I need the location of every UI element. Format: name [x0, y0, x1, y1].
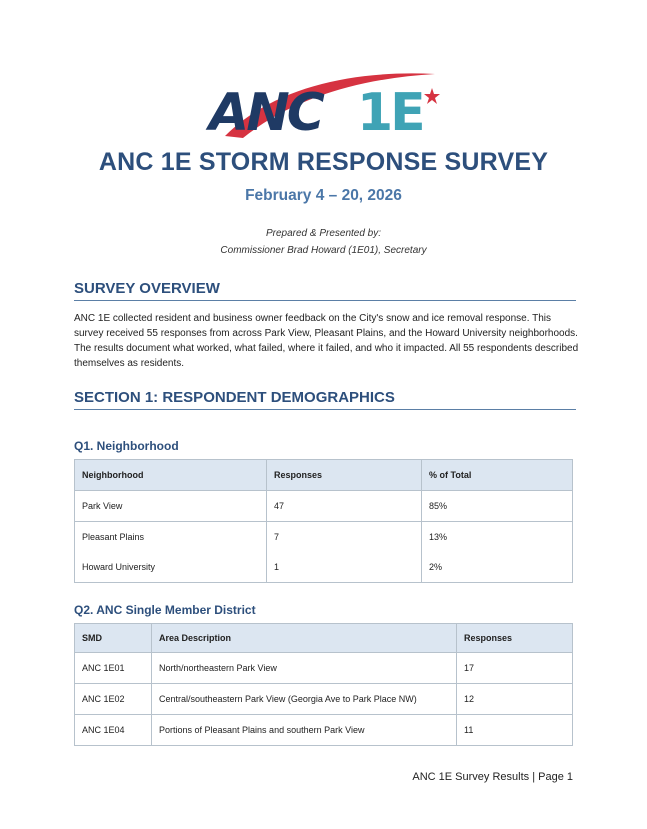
table-row	[75, 684, 573, 715]
table-cell: 47	[267, 491, 422, 522]
overview-paragraph: ANC 1E collected resident and business owner feedback on the City's snow and ice removal response. This survey received 55 responses from across Park View, Pleasant Plains, and the Howard University neighborhoods. The results document what worked, what failed, where it failed, and who it impacted. All 55 respondents described themselves as residents.	[74, 313, 579, 369]
table-cell: Portions of Pleasant Plains and southern Park View	[152, 715, 457, 746]
svg-text:1E: 1E	[357, 83, 423, 140]
table-row	[75, 522, 573, 553]
survey-date-range: February 4 – 20, 2026	[245, 187, 402, 204]
table-header-row	[75, 624, 573, 653]
anc-1e-logo-graphic	[205, 66, 443, 140]
table-cell: 7	[267, 522, 422, 553]
table-cell: 17	[457, 653, 573, 684]
table-cell: North/northeastern Park View	[152, 653, 457, 684]
table-cell: ANC 1E02	[75, 684, 152, 715]
table-header-cell: Responses	[267, 460, 422, 491]
table-row	[75, 491, 573, 522]
table-header-cell: SMD	[75, 624, 152, 653]
table-cell: Park View	[75, 491, 267, 522]
table-cell: 85%	[422, 491, 573, 522]
table-cell: 12	[457, 684, 573, 715]
table-row	[75, 653, 573, 684]
table-row	[75, 552, 573, 583]
prepared-by-name: Commissioner Brad Howard (1E01), Secretary	[220, 245, 427, 256]
table-cell: ANC 1E04	[75, 715, 152, 746]
page-footer: ANC 1E Survey Results | Page 1	[412, 771, 573, 783]
svg-text:ANC: ANC	[209, 83, 322, 140]
smd-table	[74, 623, 573, 746]
q2-heading: Q2. ANC Single Member District	[74, 603, 256, 617]
table-header-cell: Area Description	[152, 624, 457, 653]
q1-heading: Q1. Neighborhood	[74, 439, 179, 453]
table-header-row	[75, 460, 573, 491]
overview-heading: SURVEY OVERVIEW	[74, 280, 576, 301]
page-title: ANC 1E STORM RESPONSE SURVEY	[98, 148, 549, 176]
table-cell: 1	[267, 552, 422, 583]
neighborhood-table	[74, 459, 573, 583]
table-cell: ANC 1E01	[75, 653, 152, 684]
table-header-cell: % of Total	[422, 460, 573, 491]
table-cell: Howard University	[75, 552, 267, 583]
table-cell: 2%	[422, 552, 573, 583]
anc-1e-logo	[205, 66, 443, 140]
section1-heading: SECTION 1: RESPONDENT DEMOGRAPHICS	[74, 389, 576, 410]
table-cell: 11	[457, 715, 573, 746]
prepared-by-label: Prepared & Presented by:	[265, 228, 382, 239]
table-row	[75, 715, 573, 746]
table-cell: 13%	[422, 522, 573, 553]
table-header-cell: Responses	[457, 624, 573, 653]
table-cell: Central/southeastern Park View (Georgia Ave to Park Place NW)	[152, 684, 457, 715]
table-cell: Pleasant Plains	[75, 522, 267, 553]
table-header-cell: Neighborhood	[75, 460, 267, 491]
